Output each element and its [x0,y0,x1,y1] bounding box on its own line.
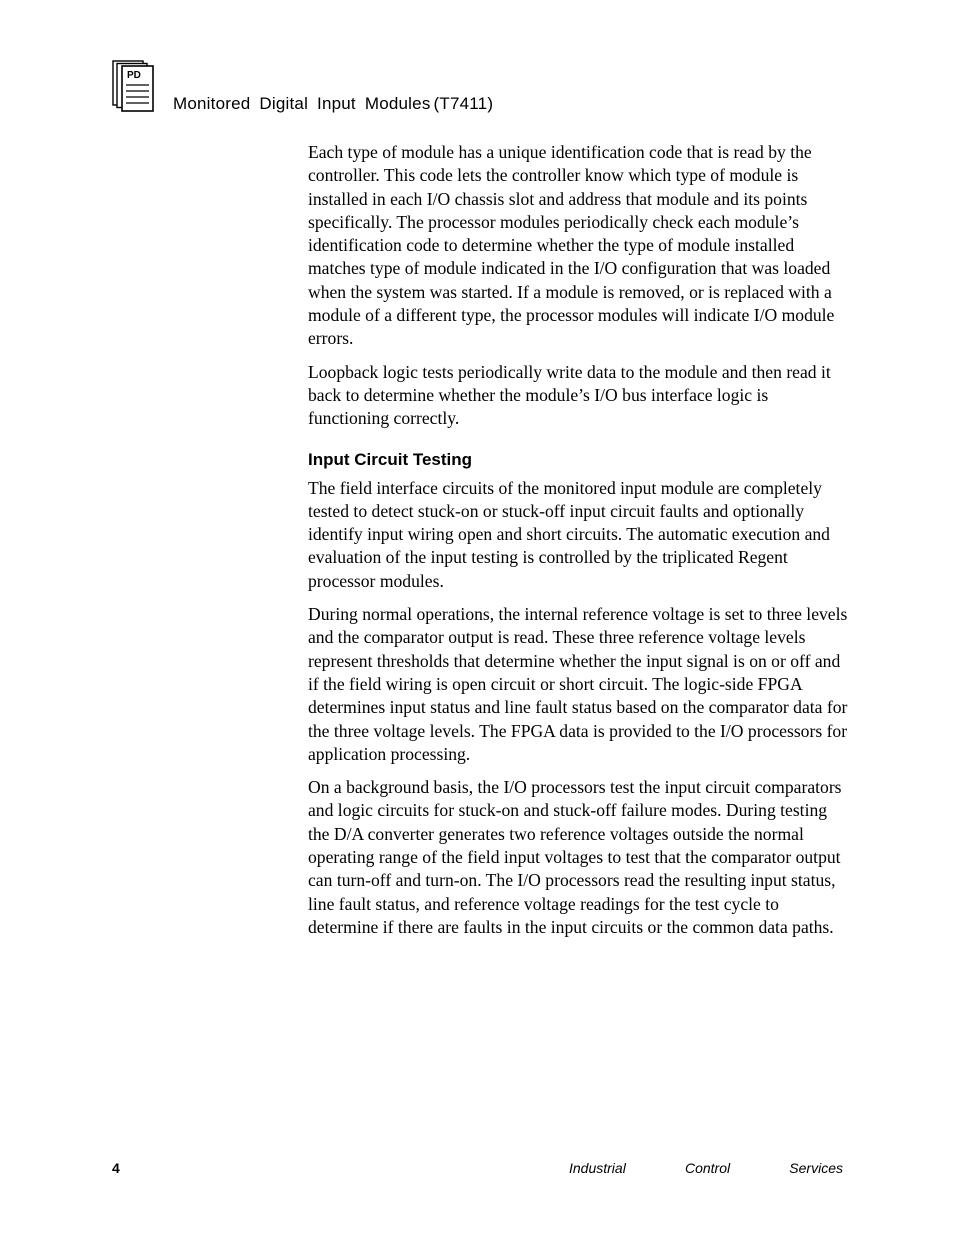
footer-word: Industrial [569,1160,626,1176]
paragraph-module-identification: Each type of module has a unique identification code that is read by the controller. This code lets the controller know which type of module is installed in each I/O chassis slot and address that module and its points specifically. The processor modules periodically check each module’s identification code to determine whether the type of module installed matches type of module indicated in the I/O configuration that was loaded when the system was started. If a module is removed, or is replaced with a module of a different type, the processor modules will indicate I/O module errors. [308,142,835,349]
paragraph-field-interface: The field interface circuits of the monitored input module are completely tested to detect stuck-on or stuck-off input circuit faults and optionally identify input wiring open and short circuits. The automatic execution and evaluation of the input testing is controlled by the triplicated Regent processor modules. [308,477,830,591]
header-word: Monitored [173,94,251,113]
header-word: Modules [364,94,431,113]
paragraph-loopback-logic: Loopback logic tests periodically write data to the module and then read it back to determine whether the module’s I/O bus interface logic is functioning correctly. [308,361,831,429]
footer-word: Control [684,1160,731,1176]
footer-company-name [569,1160,843,1176]
header-word: Input [317,94,356,113]
paragraph-normal-operations: During normal operations, the internal reference voltage is set to three levels and the comparator output is read. These three reference voltage levels represent thresholds that determine whether the input signal is on or off and if the field wiring is open circuit or short circuit. The logic-side FPGA determines input status and line fault status based on the comparator data for the three voltage levels. The FPGA data is provided to the I/O processors for application processing. [308,604,848,764]
logo-text: PD [127,70,141,81]
paragraph-background-testing: On a background basis, the I/O processors test the input circuit comparators and logic circuits for stuck-on and stuck-off failure modes. During testing the D/A converter generates two reference voltages outside the normal operating range of the field input voltages to test that the comparator output can turn-off and turn-on. The I/O processors read the resulting input status, line fault status, and reference voltage readings for the test cycle to determine if there are faults in the input circuits or the common data paths. [308,777,842,937]
footer-word: Services [789,1160,843,1176]
page-number: 4 [112,1160,120,1176]
body-content [308,141,848,949]
header-word: (T7411) [433,94,494,113]
section-heading: Input Circuit Testing [308,449,473,469]
document-stack-logo-icon [112,60,156,112]
page-header-title [173,94,502,114]
header-word: Digital [259,94,309,113]
